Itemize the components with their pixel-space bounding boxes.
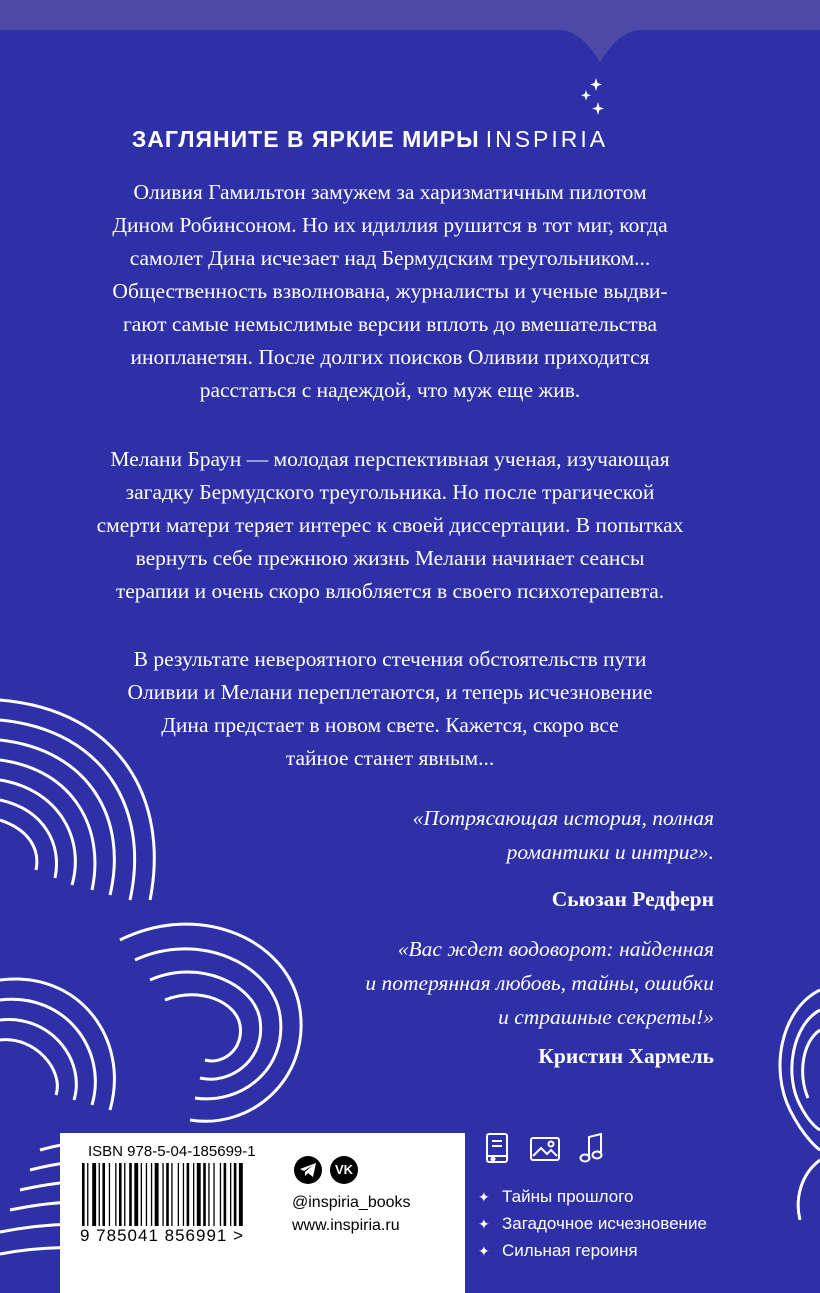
bookmark-ribbon [560, 0, 640, 70]
text-line: Общественность взволнована, журналисты и ученые выдви- [112, 279, 668, 303]
quote-line: «Вас ждет водоворот: найденная [397, 937, 714, 961]
text-line: инопланетян. После долгих поисков Оливии приходится [130, 345, 650, 369]
format-icons [483, 1132, 619, 1169]
text-line: расстаться с надеждой, что муж еще жив. [199, 378, 581, 402]
quote-line: романтики и интриг». [506, 840, 714, 864]
image-icon [529, 1134, 561, 1164]
sparkle-icon: ✦ [478, 1216, 490, 1232]
review-quote-1 [413, 801, 714, 869]
synopsis-paragraph-2 [40, 443, 740, 608]
social-handle[interactable]: @inspiria_books [292, 1194, 411, 1211]
feature-label: Загадочное исчезновение [502, 1214, 707, 1233]
text-line: загадку Бермудского треугольника. Но после трагической [125, 480, 655, 504]
text-line: тайное станет явным... [285, 746, 495, 770]
sparkle-icon: ✦ [478, 1189, 490, 1205]
quote-author-1: Сьюзан Редферн [551, 887, 714, 911]
text-line: вернуть себе прежнюю жизнь Мелани начинает сеансы [135, 546, 645, 570]
social-icons [294, 1156, 366, 1184]
book-icon [483, 1132, 511, 1164]
feature-item [478, 1241, 707, 1268]
quote-line: «Потрясающая история, полная [412, 806, 714, 830]
barcode-number: 9 785041 856991 > [74, 1226, 330, 1246]
decorative-waves-right [770, 980, 820, 1220]
music-note-icon [579, 1132, 605, 1164]
quote-line: и страшные секреты!» [498, 1005, 714, 1029]
text-line: терапии и очень скоро влюбляется в своего психотерапевта. [115, 579, 665, 603]
quote-author-2: Кристин Хармель [538, 1044, 714, 1068]
top-band [0, 0, 820, 30]
feature-list [478, 1187, 707, 1268]
synopsis-paragraph-3 [40, 643, 740, 775]
sparkle-stars-icon [578, 76, 606, 120]
telegram-icon[interactable] [294, 1156, 322, 1184]
vk-icon[interactable]: VK [330, 1156, 358, 1184]
isbn-text: ISBN 978-5-04-185699-1 [88, 1143, 256, 1160]
text-line: Оливии и Мелани переплетаются, и теперь исчезновение [127, 680, 653, 704]
text-line: самолет Дина исчезает над Бермудским треугольником... [129, 246, 651, 270]
text-line: Дином Робинсоном. Но их идиллия рушится в тот миг, когда [112, 213, 668, 237]
text-line: смерти матери теряет интерес к своей диссертации. В попытках [96, 513, 684, 537]
text-line: Дина предстает в новом свете. Кажется, скоро все [161, 713, 619, 737]
quote-line: и потерянная любовь, тайны, ошибки [365, 971, 714, 995]
text-line: гают самые немыслимые версии вплоть до вмешательства [122, 312, 658, 336]
barcode-panel [60, 1133, 465, 1293]
sparkle-icon: ✦ [478, 1243, 490, 1259]
publisher-name: INSPIRIA [485, 126, 609, 152]
text-line: В результате невероятного стечения обстоятельств пути [133, 647, 647, 671]
feature-item [478, 1214, 707, 1241]
synopsis-paragraph-1 [40, 176, 740, 407]
website-link[interactable]: www.inspiria.ru [292, 1217, 400, 1234]
text-line: Оливия Гамильтон замужем за харизматичным пилотом [133, 180, 647, 204]
review-quote-2 [365, 932, 714, 1034]
feature-item [478, 1187, 707, 1214]
feature-label: Тайны прошлого [502, 1187, 634, 1206]
feature-label: Сильная героиня [502, 1241, 638, 1260]
header-tagline: ЗАГЛЯНИТЕ В ЯРКИЕ МИРЫ [131, 126, 480, 152]
text-line: Мелани Браун — молодая перспективная ученая, изучающая [110, 447, 670, 471]
series-header [0, 126, 740, 153]
